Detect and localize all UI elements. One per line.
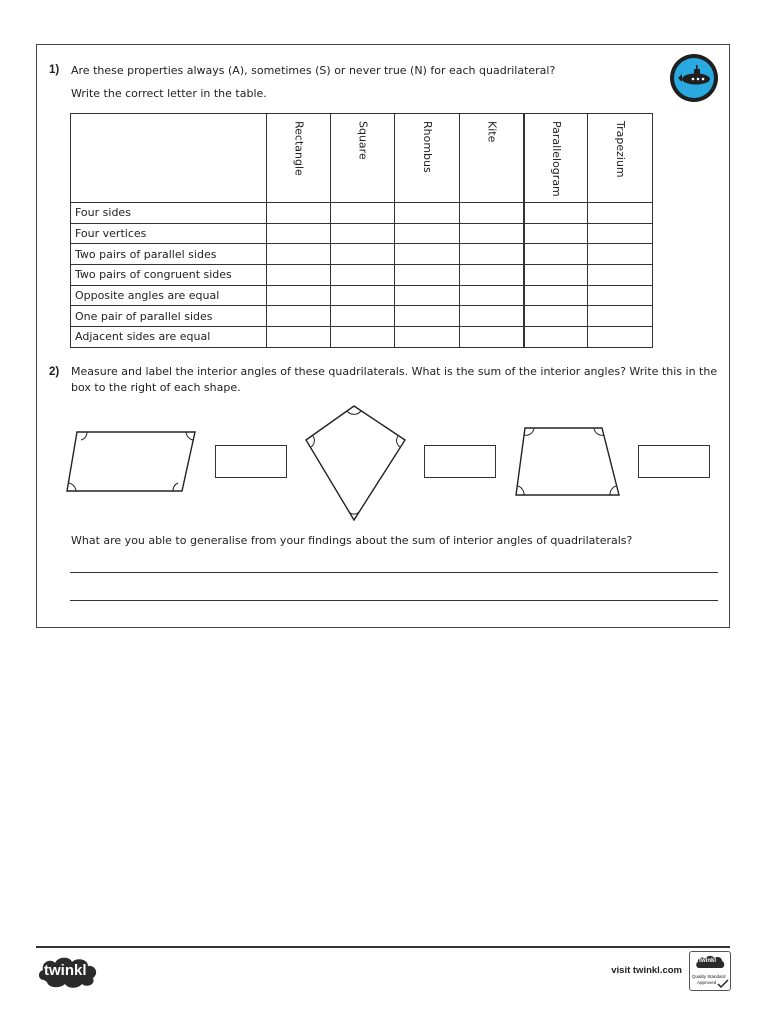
question-2-text: Measure and label the interior angles of these quadrilaterals. What is the sum of the interior angles? Write this in the box to the right of each shape. bbox=[71, 365, 718, 394]
checkmark-icon bbox=[717, 979, 729, 989]
table-row bbox=[71, 327, 653, 348]
answer-cell[interactable] bbox=[588, 265, 653, 286]
answer-cell[interactable] bbox=[460, 306, 524, 327]
answer-cell[interactable] bbox=[395, 285, 460, 306]
table-row bbox=[71, 306, 653, 327]
row-label: Opposite angles are equal bbox=[71, 285, 267, 306]
answer-cell[interactable] bbox=[331, 203, 395, 224]
answer-cell[interactable] bbox=[524, 203, 588, 224]
row-label: Four sides bbox=[71, 203, 267, 224]
table-row bbox=[71, 244, 653, 265]
answer-cell[interactable] bbox=[395, 203, 460, 224]
answer-cell[interactable] bbox=[588, 327, 653, 348]
answer-cell[interactable] bbox=[331, 327, 395, 348]
answer-cell[interactable] bbox=[331, 306, 395, 327]
answer-cell[interactable] bbox=[460, 244, 524, 265]
answer-cell[interactable] bbox=[331, 285, 395, 306]
answer-cell[interactable] bbox=[524, 265, 588, 286]
answer-cell[interactable] bbox=[588, 306, 653, 327]
table-row bbox=[71, 223, 653, 244]
answer-cell[interactable] bbox=[395, 327, 460, 348]
answer-cell[interactable] bbox=[460, 223, 524, 244]
answer-cell[interactable] bbox=[460, 285, 524, 306]
twinkl-logo-text: twinkl bbox=[44, 962, 87, 979]
answer-cell[interactable] bbox=[588, 285, 653, 306]
column-rectangle: Rectangle bbox=[267, 114, 331, 203]
table-corner-cell bbox=[71, 114, 267, 203]
answer-cell[interactable] bbox=[331, 244, 395, 265]
kite-answer-box[interactable] bbox=[424, 445, 496, 478]
answer-cell[interactable] bbox=[395, 223, 460, 244]
properties-table bbox=[70, 113, 653, 348]
question-1-number: 1) bbox=[49, 64, 60, 76]
generalise-question: What are you able to generalise from your findings about the sum of interior angles of quadrilaterals? bbox=[71, 534, 633, 547]
question-1-instruction: Write the correct letter in the table. bbox=[71, 87, 267, 100]
row-label: Adjacent sides are equal bbox=[71, 327, 267, 348]
submarine-badge-icon bbox=[669, 53, 719, 103]
answer-cell[interactable] bbox=[267, 223, 331, 244]
answer-cell[interactable] bbox=[524, 223, 588, 244]
answer-cell[interactable] bbox=[267, 244, 331, 265]
answer-cell[interactable] bbox=[395, 306, 460, 327]
answer-cell[interactable] bbox=[267, 306, 331, 327]
quality-standard-badge bbox=[689, 951, 731, 991]
answer-cell[interactable] bbox=[524, 244, 588, 265]
answer-cell[interactable] bbox=[524, 285, 588, 306]
parallelogram-shape bbox=[60, 426, 205, 498]
answer-cell[interactable] bbox=[267, 203, 331, 224]
answer-cell[interactable] bbox=[395, 265, 460, 286]
answer-cell[interactable] bbox=[331, 265, 395, 286]
answer-line[interactable] bbox=[70, 600, 718, 601]
row-label: One pair of parallel sides bbox=[71, 306, 267, 327]
table-row bbox=[71, 265, 653, 286]
badge-approved-text: Approved bbox=[697, 980, 717, 985]
answer-cell[interactable] bbox=[460, 203, 524, 224]
answer-cell[interactable] bbox=[460, 265, 524, 286]
badge-brand-text: twinkl bbox=[699, 958, 717, 964]
answer-cell[interactable] bbox=[524, 327, 588, 348]
badge-quality-text: Quality Standard bbox=[692, 974, 726, 979]
answer-cell[interactable] bbox=[588, 203, 653, 224]
answer-line[interactable] bbox=[70, 572, 718, 573]
column-rhombus: Rhombus bbox=[395, 114, 460, 203]
answer-cell[interactable] bbox=[588, 244, 653, 265]
question-1-text: Are these properties always (A), sometimes (S) or never true (N) for each quadrilateral? bbox=[71, 64, 556, 77]
answer-cell[interactable] bbox=[267, 285, 331, 306]
table-row bbox=[71, 285, 653, 306]
footer-divider bbox=[36, 946, 730, 948]
column-kite: Kite bbox=[460, 114, 524, 203]
visit-twinkl-link[interactable]: visit twinkl.com bbox=[611, 965, 682, 976]
twinkl-logo bbox=[36, 952, 100, 990]
answer-cell[interactable] bbox=[267, 265, 331, 286]
answer-cell[interactable] bbox=[460, 327, 524, 348]
column-parallelogram: Parallelogram bbox=[524, 114, 588, 203]
column-square: Square bbox=[331, 114, 395, 203]
row-label: Two pairs of congruent sides bbox=[71, 265, 267, 286]
trapezium-shape bbox=[512, 422, 624, 502]
row-label: Two pairs of parallel sides bbox=[71, 244, 267, 265]
answer-cell[interactable] bbox=[395, 244, 460, 265]
table-header-row bbox=[71, 114, 653, 203]
trapezium-answer-box[interactable] bbox=[638, 445, 710, 478]
answer-cell[interactable] bbox=[524, 306, 588, 327]
row-label: Four vertices bbox=[71, 223, 267, 244]
table-row bbox=[71, 203, 653, 224]
kite-shape bbox=[302, 402, 410, 524]
answer-cell[interactable] bbox=[267, 327, 331, 348]
answer-cell[interactable] bbox=[588, 223, 653, 244]
column-trapezium: Trapezium bbox=[588, 114, 653, 203]
question-2-number: 2) bbox=[49, 366, 60, 378]
answer-cell[interactable] bbox=[331, 223, 395, 244]
parallelogram-answer-box[interactable] bbox=[215, 445, 287, 478]
